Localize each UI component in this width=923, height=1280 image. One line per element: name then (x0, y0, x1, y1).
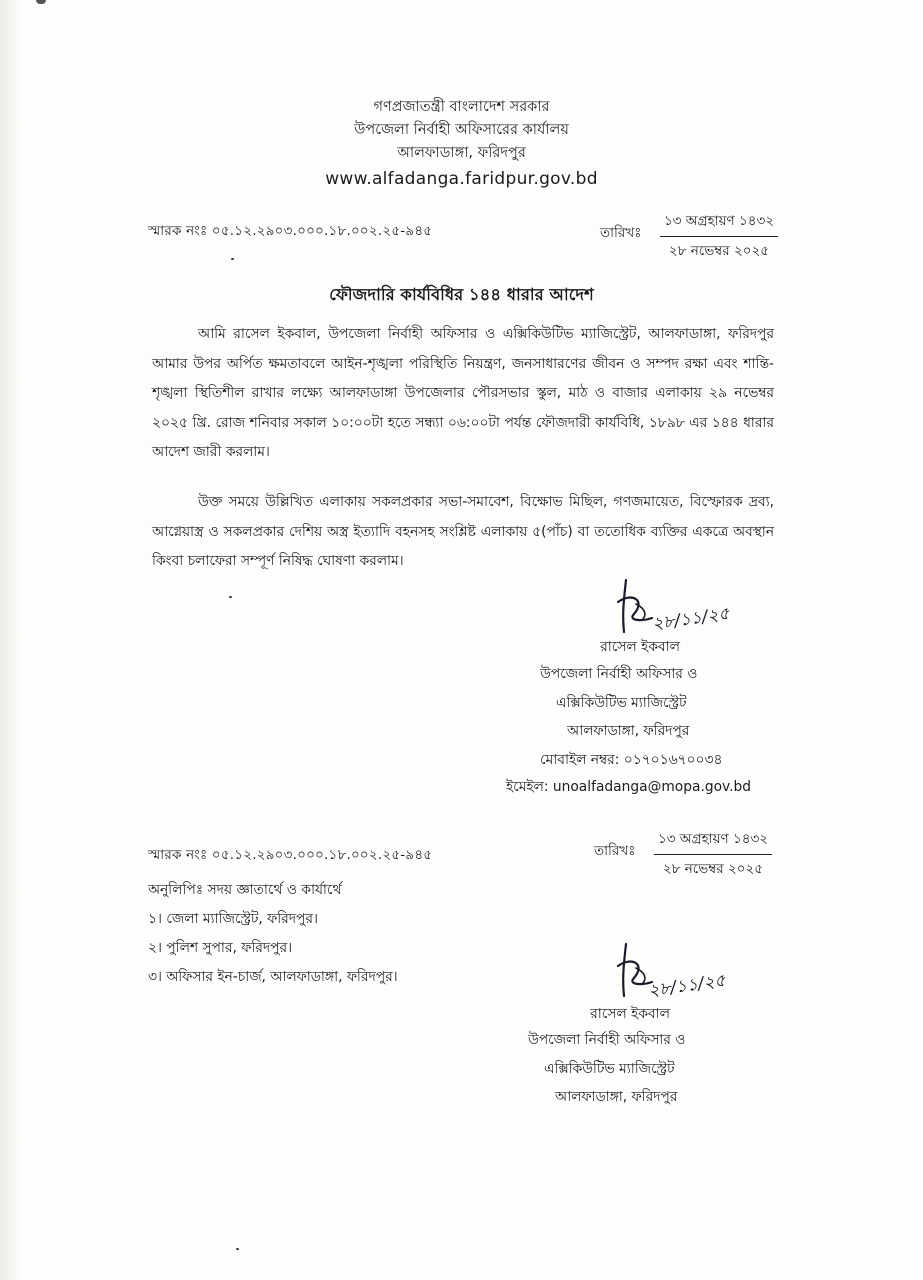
paragraph-1-text: আমি রাসেল ইকবাল, উপজেলা নির্বাহী অফিসার ও এক্সিকিউটিভ ম্যাজিস্ট্রেট, আলফাডাঙ্গা, ফরিদপুর আমার উপর অর্পিত ক্ষমতাবলে আইন-শৃঙ্খলা পরিস্থিতি নিয়ন্ত্রণ, জনসাধারণের জীবন ও সম্পদ রক্ষা এবং শান্তি-শৃঙ্খলা স্থিতিশীল রাখার লক্ষ্যে আলফাডাঙ্গা উপজেলার পৌরসভার স্কুল, মাঠ ও বাজার এলাকায় ২৯ নভেম্বর ২০২৫ খ্রি. রোজ শনিবার সকাল ১০:০০টা হতে সন্ধ্যা ০৬:০০টা পর্যন্ত ফৌজদারী কার্যবিধি, ১৮৯৮ এর ১৪৪ ধারার আদেশ জারী করলাম। (152, 326, 774, 460)
website-link[interactable]: www.alfadanga.faridpur.gov.bd (325, 169, 598, 189)
page-shadow-edge (0, 0, 20, 1280)
signatory-designation-2: এক্সিকিউটিভ ম্যাজিস্ট্রেট (556, 694, 687, 711)
signatory-designation: উপজেলা নির্বাহী অফিসার ও (528, 1032, 686, 1048)
ink-speck (229, 596, 232, 598)
order-paragraph-2 (152, 488, 774, 577)
copy-to-item: ২। পুলিশ সুপার, ফরিদপুর। (148, 940, 293, 956)
signatory-email-row (506, 773, 766, 802)
govt-name: গণপ্রজাতন্ত্রী বাংলাদেশ সরকার (373, 99, 550, 115)
date-label: তারিখঃ (600, 225, 642, 241)
date-english: ২৮ নভেম্বর ২০২৫ (662, 861, 764, 877)
signature-block-2 (530, 1000, 730, 1029)
signatory-details-1 (540, 660, 740, 774)
signatory-name: রাসেল ইকবাল (600, 639, 680, 655)
signatory-designation-2: এক্সিকিউটিভ ম্যাজিস্ট্রেট (544, 1060, 675, 1077)
handwritten-date-1: ২৮/১১/২৫ (650, 603, 731, 635)
signatory-details-2 (528, 1026, 748, 1112)
signatory-location: আলফাডাঙ্গা, ফরিদপুর (555, 1089, 678, 1105)
handwritten-date-2: ২৮/১১/২৫ (647, 970, 727, 1002)
order-title: ফৌজদারি কার্যবিধির ১৪৪ ধারার আদেশ (329, 285, 594, 304)
letterhead (0, 96, 923, 192)
signature-block-1 (540, 633, 740, 662)
signatory-designation: উপজেলা নির্বাহী অফিসার ও (540, 666, 698, 682)
ink-speck (231, 258, 234, 260)
signatory-location: আলফাডাঙ্গা, ফরিদপুর (567, 723, 690, 739)
order-paragraph-1 (152, 320, 774, 468)
signature-date-handwritten (650, 603, 732, 635)
memo-number-copy: স্মারক নংঃ ০৫.১২.২৯০৩.০০০.১৮.০০২.২৫-৯৪৫ (148, 847, 433, 863)
date-bangla: ১৩ অগ্রহায়ণ ১৪৩২ (654, 828, 772, 855)
copy-to-section (148, 876, 398, 992)
memo-number: স্মারক নংঃ ০৫.১২.২৯০৩.০০০.১৮.০০২.২৫-৯৪৫ (148, 223, 433, 239)
ink-speck (236, 1248, 239, 1250)
signature-date-handwritten-2 (647, 970, 740, 1002)
date-english: ২৮ নভেম্বর ২০২৫ (668, 243, 770, 259)
signatory-mobile: মোবাইল নম্বর: ০১৭০১৬৭০০৩৪ (540, 751, 723, 768)
paragraph-2-text: উক্ত সময়ে উল্লিখিত এলাকায় সকলপ্রকার সভা-সমাবেশ, বিক্ষোভ মিছিল, গণজমায়েত, বিস্ফোরক দ্রব্য, আগ্নেয়াস্ত্র ও সকলপ্রকার দেশিয় অস্ত্র ইত্যাদি বহনসহ সংশ্লিষ্ট এলাকায় ৫(পাঁচ) বা ততোধিক ব্যক্তির একত্রে অবস্থান কিংবা চলাফেরা সম্পূর্ণ নিষিদ্ধ ঘোষণা করলাম। (152, 494, 774, 569)
office-location: আলফাডাঙ্গা, ফরিদপুর (397, 145, 526, 161)
copy-to-item: ১। জেলা ম্যাজিস্ট্রেট, ফরিদপুর। (148, 911, 318, 927)
signatory-email[interactable]: ইমেইল: unoalfadanga@mopa.gov.bd (506, 779, 752, 795)
date-label: তারিখঃ (594, 843, 636, 859)
signatory-name: রাসেল ইকবাল (590, 1006, 670, 1022)
copy-to-heading: অনুলিপিঃ সদয় জ্ঞাতার্থে ও কার্যার্থে (148, 882, 342, 898)
office-name: উপজেলা নির্বাহী অফিসারের কার্যালয় (354, 122, 569, 138)
scan-mark (36, 0, 46, 4)
copy-to-item: ৩। অফিসার ইন-চার্জ, আলফাডাঙ্গা, ফরিদপুর। (148, 969, 398, 985)
date-bangla: ১৩ অগ্রহায়ণ ১৪৩২ (660, 210, 778, 237)
